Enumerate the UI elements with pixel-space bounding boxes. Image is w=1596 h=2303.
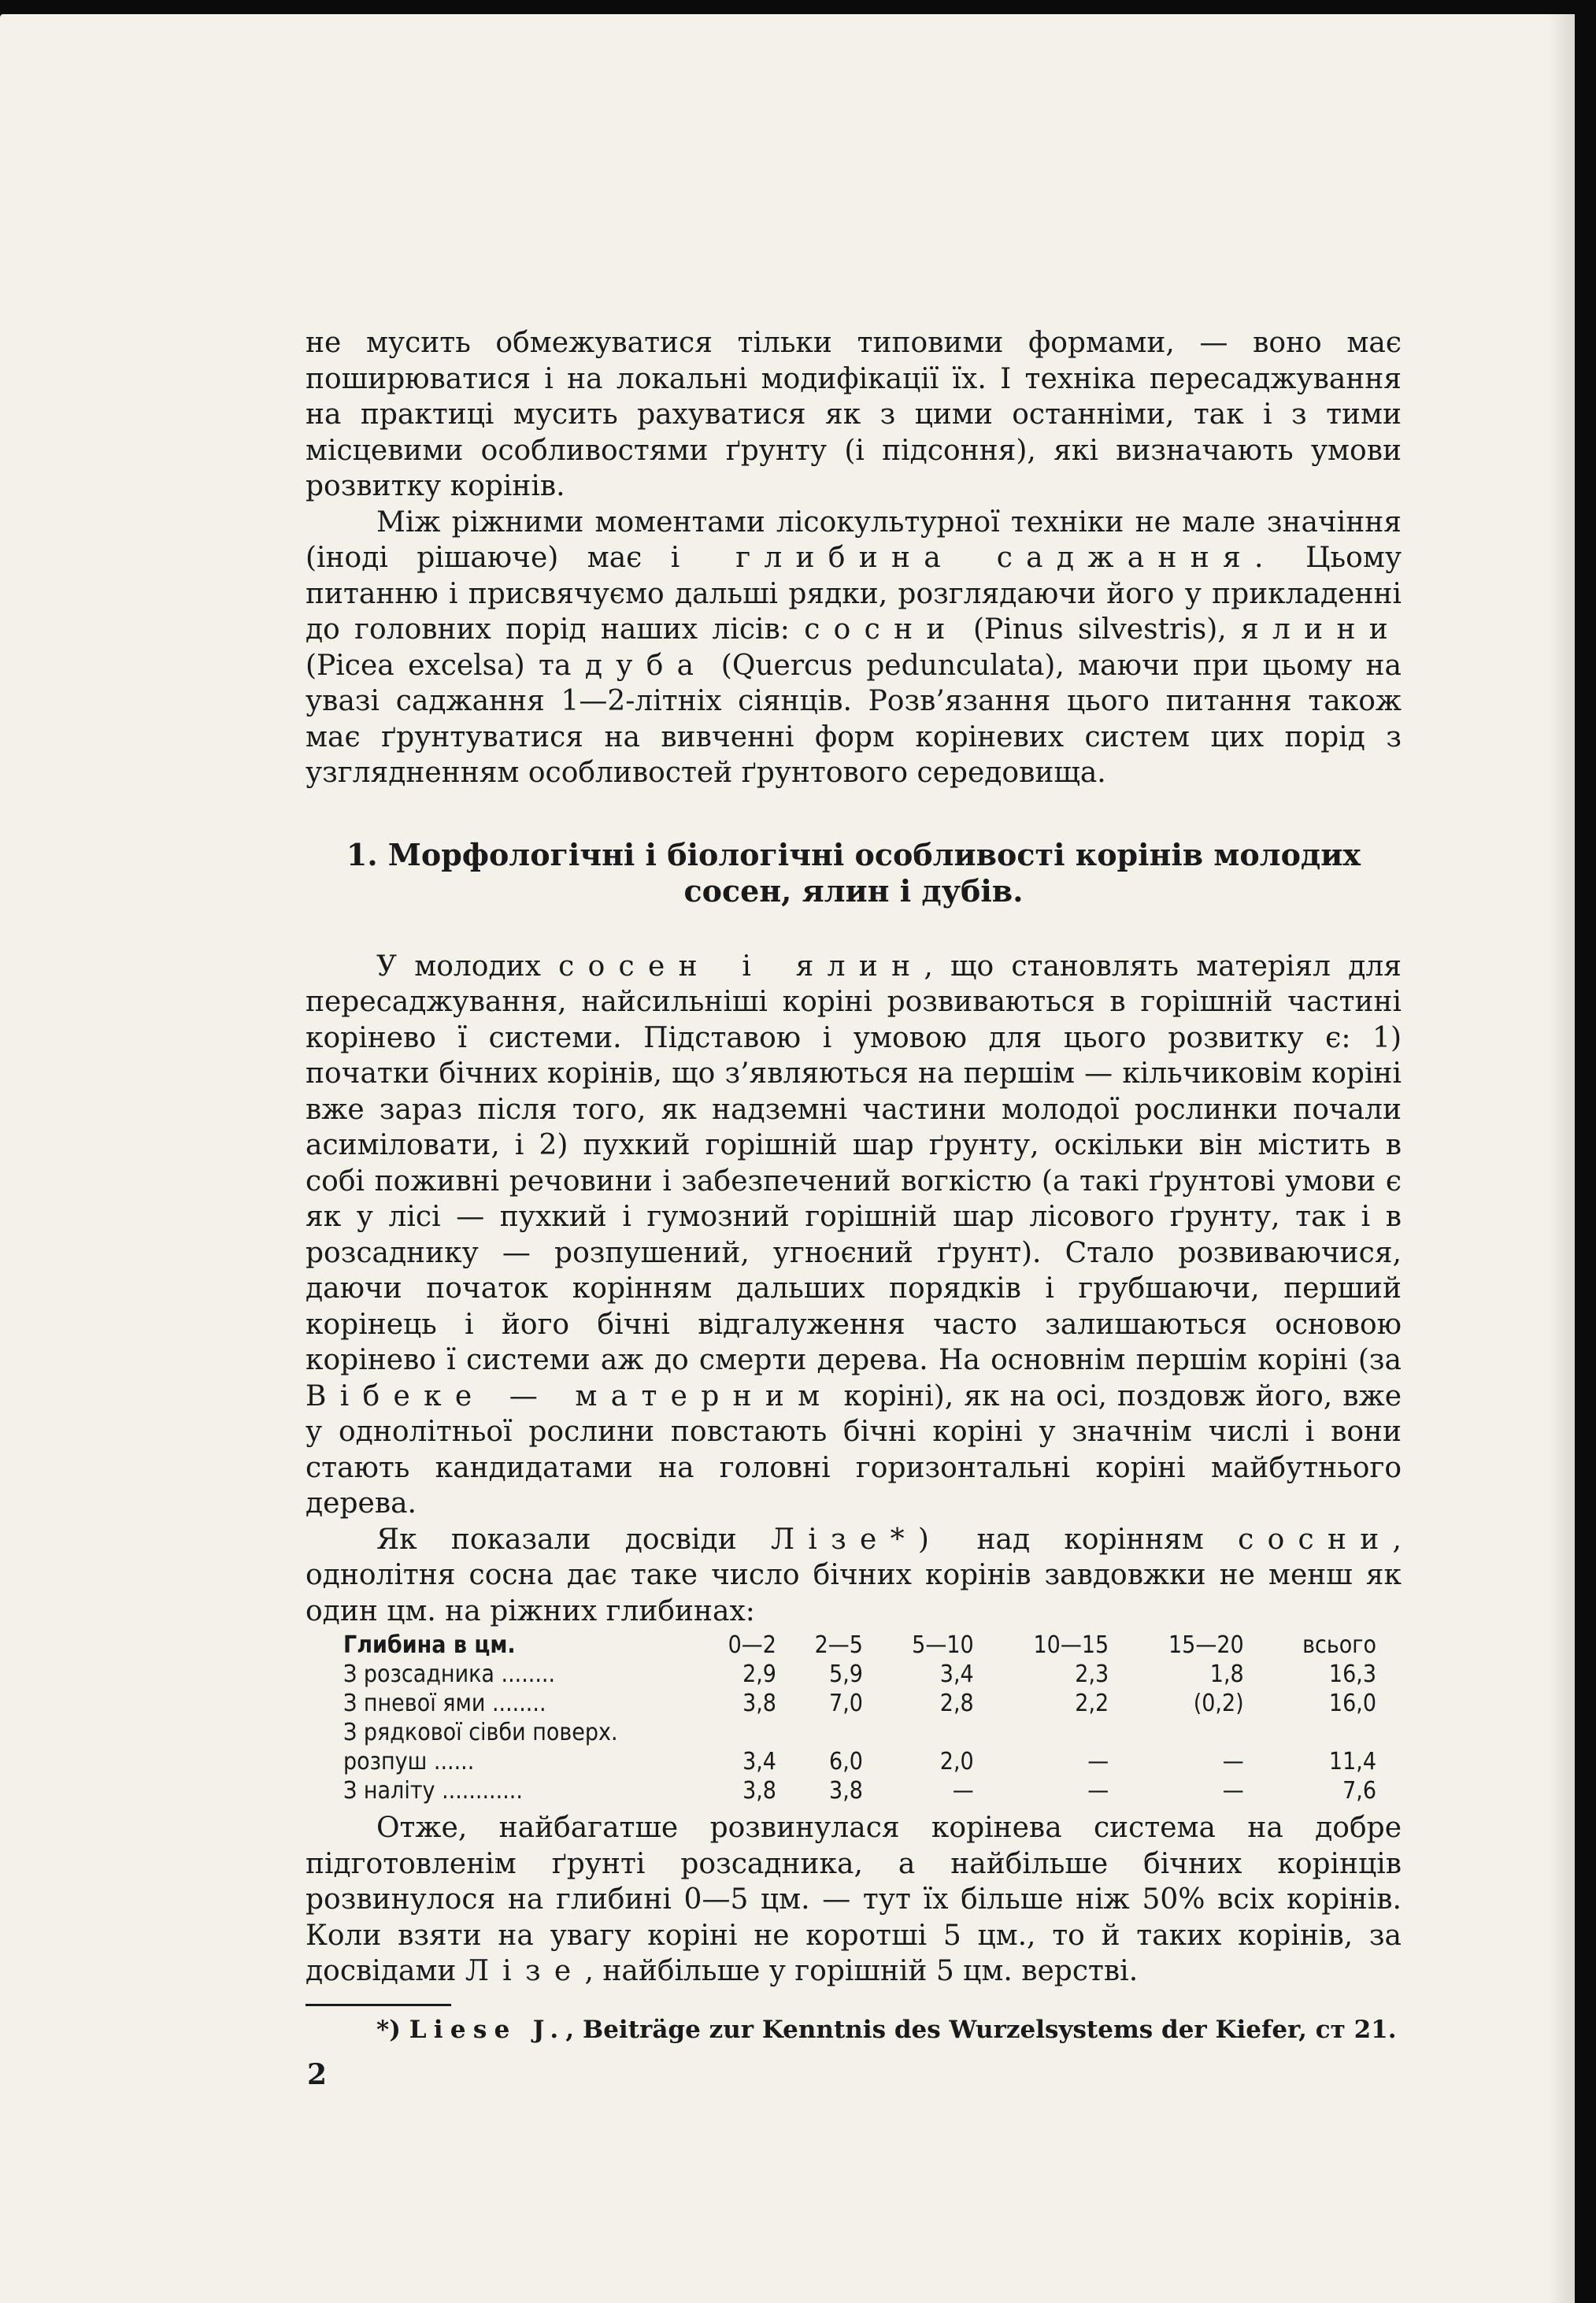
p2-emph-depth: і глибина саджання. (670, 542, 1277, 574)
table-header-cell: 5—10 (912, 1631, 974, 1659)
page-number: 2 (307, 2058, 328, 2091)
section-heading: 1. Морфологічні і біологічні особливості корінів молодих сосен, ялин і дубів. (346, 836, 1361, 909)
table-cell: 6,0 (829, 1748, 863, 1775)
p3-text-c: корінi), як на осі, поздовж його, вже у однолітньої рослини повстають бічні коріні у значнім числі і вони стають кандидатами на головні горизонтальні коріні майбутнього дерева. (305, 1379, 1402, 1520)
table-row (343, 1660, 1376, 1689)
paragraph-5 (305, 1810, 1402, 1990)
table-header-cell: 0—2 (728, 1631, 776, 1659)
table-header-cell: 15—20 (1168, 1631, 1244, 1659)
table-row-label: З пневої ями ........ (343, 1690, 546, 1717)
table-cell: 2,3 (1075, 1661, 1109, 1688)
p2-emph-spruce: ялини (1241, 613, 1402, 646)
table-cell: 2,2 (1075, 1690, 1109, 1717)
paragraph-2 (305, 505, 1402, 791)
table-cell: 16,0 (1328, 1690, 1376, 1717)
table-cell: 5,9 (829, 1661, 863, 1688)
p4-text-b: над корінням (942, 1523, 1239, 1556)
footnote-divider (305, 2004, 451, 2006)
p2-emph-pine: сосни (804, 613, 959, 646)
table-row (343, 1718, 1376, 1776)
table-row-label: З розсадника ........ (343, 1661, 556, 1688)
table-row (343, 1776, 1376, 1805)
footnote-author: Liese J. (409, 2015, 566, 2044)
p2-text-e: (Quercus pedunculata), маючи при цьому на увазі саджання 1—2-літніх сіянців. Розв’язання цього питання також має ґрунтуватися на вивченні форм коріневих систем цих порід з узглядненням особливостей ґрунтового середовища. (305, 649, 1402, 789)
table-cell: 2,0 (939, 1748, 974, 1775)
footnote-text: , Beiträge zur Kenntnis des Wurzelsystems der Kiefer, ст 21. (565, 2015, 1397, 2044)
p2-emph-oak: дуба (584, 649, 708, 682)
table-cell: — (1087, 1777, 1109, 1805)
table-cell: — (952, 1777, 974, 1805)
p4-text-c: , однолітня сосна дає таке число бічних корінів завдовжки не менш як один цм. на ріжних глибинах: (305, 1523, 1402, 1627)
p3-text-b: , що становлять матеріял для пересаджування, найсильніші коріні розвиваються в горішній частині корінево ї системи. Підставою і умовою для цього розвитку є: 1) початки бічних корінів, що з’являються на першім — кільчиковім корінi вже зараз після того, як надземні частини молодої рослинки почали асиміловати, і 2) пухкий горішній шар ґрунту, оскільки він містить в собі поживні речовини і забезпечений вогкістю (а такі ґрунтові умови є як у лісі — пухкий і гумозний горішній шар лісового ґрунту, так і в розсаднику — розпушений, угноєний ґрунт). Стало розвиваючися, даючи початок корінням дальших порядків і грубшаючи, перший корінець і його бічні відгалуження часто залишаються основою корінево ї системи аж до смерти дерева. На основнім першім корінi (за (305, 950, 1402, 1376)
table-cell: 2,8 (939, 1690, 974, 1717)
p4-emph-liese: Лізе*) (770, 1523, 943, 1556)
paragraph-3 (305, 949, 1402, 1522)
table-cell: 3,4 (939, 1661, 974, 1688)
table-header-cell: всього (1302, 1631, 1376, 1659)
table-header-cell: 2—5 (814, 1631, 863, 1659)
p5-emph-liese: Лізе (465, 1955, 585, 1987)
p4-text-a: Як показали досвіди (376, 1523, 771, 1556)
root-count-table (343, 1631, 1376, 1805)
table-row (343, 1689, 1376, 1718)
p3-emph-wiebecke: Вібеке — матерним (305, 1379, 834, 1413)
body-text (305, 325, 1402, 2046)
table-cell: 16,3 (1328, 1661, 1376, 1688)
table-row-label: З рядкової сівби поверх. розпуш ...... (343, 1719, 618, 1775)
table-row-label: З наліту ............ (343, 1777, 523, 1805)
p2-text-b: Цьому питанню і присвячуємо дальші рядки, розглядаючи його у прикладенні до головних порід наших лісів: (305, 542, 1402, 646)
table-cell: 11,4 (1328, 1748, 1376, 1775)
table-cell: 3,4 (742, 1748, 776, 1775)
table-cell: 3,8 (829, 1777, 863, 1805)
footnote-marker: *) (376, 2015, 401, 2044)
p4-emph-pine: сосни (1238, 1523, 1393, 1556)
p2-text-c: (Pinus silvestris), (958, 613, 1242, 646)
table-header-cell: Глибина в цм. (343, 1631, 516, 1659)
table-cell: 2,9 (742, 1661, 776, 1688)
footnote (376, 2014, 1402, 2046)
table-header-cell: 10—15 (1033, 1631, 1109, 1659)
p2-text-a: Між ріжними моментами лісокультурної техніки не мале значіння (іноді рішаюче) має (305, 505, 1402, 574)
p3-text-a: У молодих (376, 950, 559, 983)
p2-text-d: (Picea excelsa) та (305, 649, 585, 682)
paragraph-4 (305, 1522, 1402, 1630)
document-page (0, 14, 1575, 2303)
table-cell: 3,8 (742, 1690, 776, 1717)
table-cell: 3,8 (742, 1777, 776, 1805)
table-cell: — (1087, 1748, 1109, 1775)
table-cell: (0,2) (1193, 1690, 1244, 1717)
paragraph-1: не мусить обмежуватися тільки типовими формами, — воно має поширюватися і на локальні модифікації їх. І техніка пересаджування на практиці мусить рахуватися як з цими останніми, так і з тими місцевими особливостями ґрунту (і підсоння), які визначають умови розвитку корінів. (305, 327, 1402, 502)
table-cell: 7,6 (1342, 1777, 1376, 1805)
table-cell: — (1222, 1748, 1244, 1775)
p5-text-a: Отже, найбагатше розвинулася корінева система на добре підготовленім ґрунті розсадника, а найбільше бічних корінців розвинулося на глибині 0—5 цм. — тут їх більше ніж 50% всіх корінів. Коли взяти на увагу коріні не коротші 5 цм., то й таких корінів, за досвідами (305, 1812, 1402, 1987)
p3-emph-species: сосен і ялин (558, 950, 924, 983)
table-cell: 7,0 (829, 1690, 863, 1717)
table-cell: 1,8 (1209, 1661, 1244, 1688)
table-header-row (343, 1631, 1376, 1660)
table-cell: — (1222, 1777, 1244, 1805)
p5-text-b: , найбільше у горішній 5 цм. верстві. (584, 1955, 1139, 1987)
